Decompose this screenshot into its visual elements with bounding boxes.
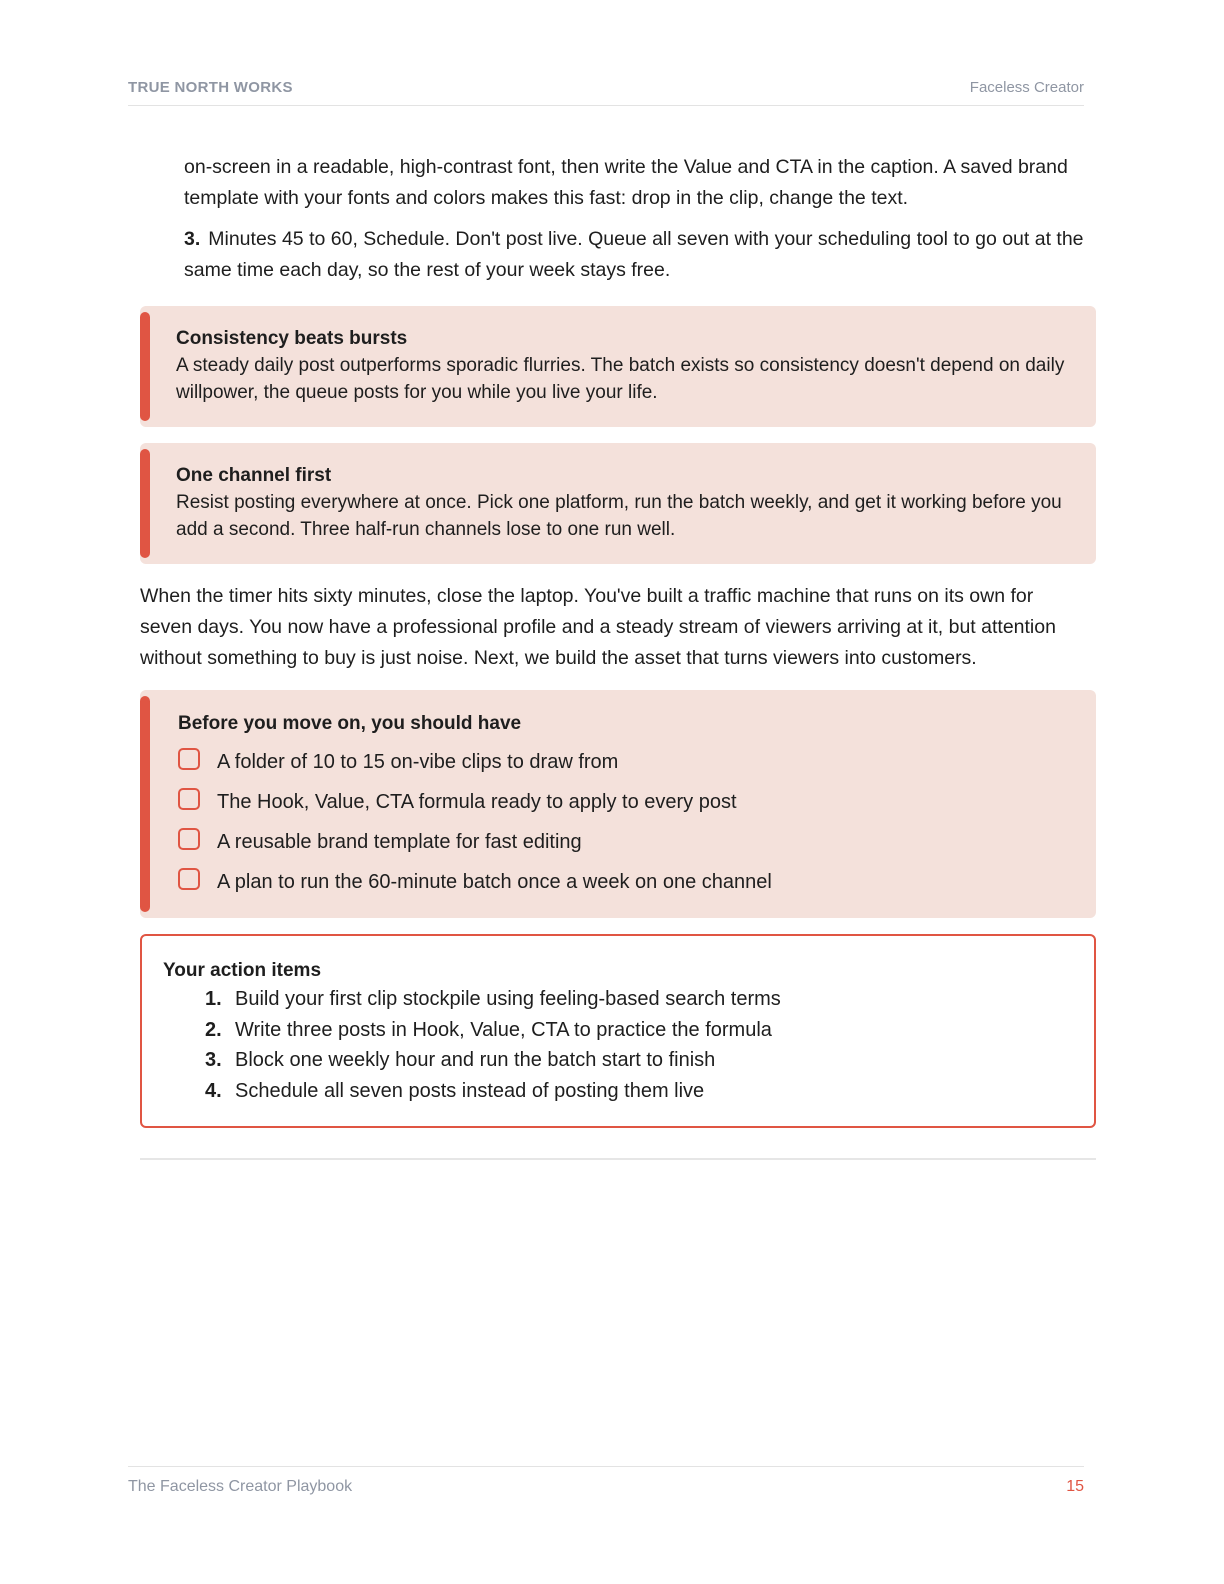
page-footer bbox=[128, 1466, 1084, 1506]
callout-title: One channel first bbox=[176, 465, 332, 486]
checkbox-icon[interactable] bbox=[178, 788, 200, 810]
checkbox-icon[interactable] bbox=[178, 748, 200, 770]
action-item-number: 2. bbox=[205, 1018, 222, 1041]
action-item bbox=[205, 1015, 1072, 1046]
checklist-item[interactable] bbox=[178, 868, 1072, 897]
action-item bbox=[205, 984, 1072, 1015]
step-item bbox=[184, 224, 1084, 286]
callout-one-channel bbox=[140, 443, 1096, 564]
callout-body: Resist posting everywhere at once. Pick one platform, run the batch weekly, and get it working before you add a second. Three half-run channels lose to one run well. bbox=[176, 492, 1062, 540]
brand-name: TRUE NORTH WORKS bbox=[128, 79, 293, 96]
callout-title: Consistency beats bursts bbox=[176, 328, 408, 349]
action-item-number: 4. bbox=[205, 1079, 222, 1102]
action-item-text: Build your first clip stockpile using feeling-based search terms bbox=[235, 988, 781, 1010]
action-item bbox=[205, 1045, 1072, 1076]
page-number: 15 bbox=[1066, 1478, 1084, 1495]
action-item-number: 3. bbox=[205, 1049, 222, 1071]
checklist-item[interactable] bbox=[178, 828, 1072, 857]
checklist-item[interactable] bbox=[178, 748, 1072, 777]
body-paragraph: When the timer hits sixty minutes, close the laptop. You've built a traffic machine that runs on its own for seven days. You now have a professional profile and a steady stream of viewers arriving at it, but attention without something to buy is just noise. Next, we build the asset that turns viewers into customers. bbox=[140, 585, 1056, 669]
checklist-item[interactable] bbox=[178, 788, 1072, 817]
action-item-text: Block one weekly hour and run the batch start to finish bbox=[235, 1049, 716, 1071]
checkbox-icon[interactable] bbox=[178, 828, 200, 850]
page-content bbox=[140, 152, 1096, 1160]
document-name: Faceless Creator bbox=[969, 79, 1084, 96]
callout-body: A steady daily post outperforms sporadic flurries. The batch exists so consistency doesn't depend on daily willpower, the queue posts for you while you live your life. bbox=[176, 355, 1065, 403]
checklist-item-label: A folder of 10 to 15 on-vibe clips to draw from bbox=[217, 751, 619, 773]
continuation-paragraph: on-screen in a readable, high-contrast font, then write the Value and CTA in the caption. A saved brand template with your fonts and colors makes this fast: drop in the clip, change the text. bbox=[184, 156, 1068, 209]
checkbox-icon[interactable] bbox=[178, 868, 200, 890]
step-text: Minutes 45 to 60, Schedule. Don't post live. Queue all seven with your scheduling tool to go out at the same time each day, so the rest of your week stays free. bbox=[184, 228, 1084, 281]
section-divider bbox=[140, 1158, 1096, 1160]
action-item bbox=[205, 1076, 1072, 1107]
page-header bbox=[128, 76, 1084, 106]
action-item-text: Write three posts in Hook, Value, CTA to practice the formula bbox=[235, 1018, 772, 1041]
action-item-number: 1. bbox=[205, 988, 222, 1010]
callout-consistency bbox=[140, 306, 1096, 427]
action-items-box bbox=[140, 934, 1096, 1128]
checklist-box bbox=[140, 690, 1096, 918]
checklist-item-label: A reusable brand template for fast editing bbox=[217, 831, 582, 853]
action-items-title: Your action items bbox=[163, 960, 322, 981]
footer-title: The Faceless Creator Playbook bbox=[128, 1478, 353, 1495]
checklist-title: Before you move on, you should have bbox=[178, 713, 522, 734]
action-item-text: Schedule all seven posts instead of posting them live bbox=[235, 1079, 705, 1102]
step-number: 3. bbox=[184, 228, 201, 250]
checklist-item-label: A plan to run the 60-minute batch once a week on one channel bbox=[217, 871, 772, 893]
checklist-item-label: The Hook, Value, CTA formula ready to apply to every post bbox=[217, 791, 737, 813]
